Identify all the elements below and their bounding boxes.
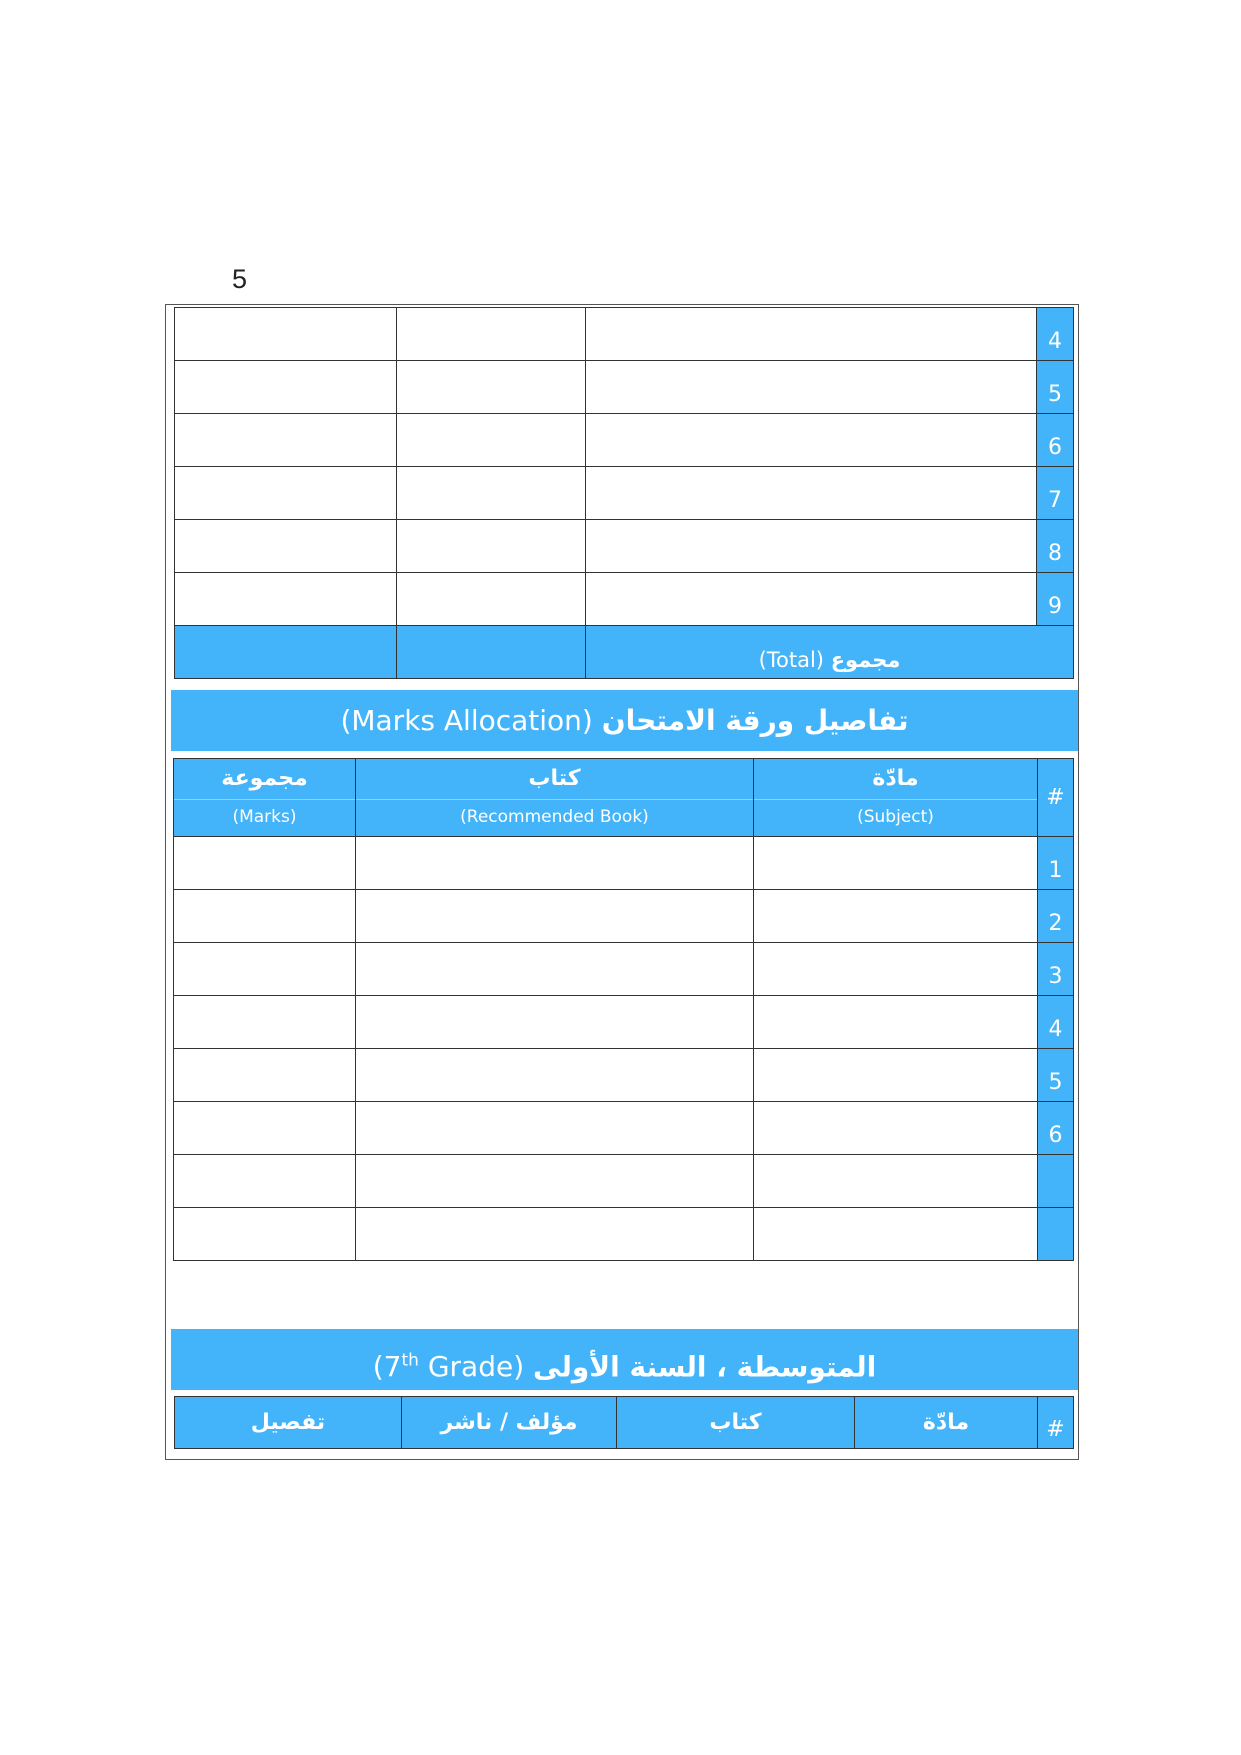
- cell-subject[interactable]: [754, 943, 1038, 996]
- grade-title-en: [373, 1350, 524, 1383]
- total-label-ar: مجموع: [830, 648, 901, 672]
- grade-header-author: مؤلف / ناشر: [402, 1397, 617, 1449]
- cell-author[interactable]: [397, 361, 586, 414]
- grade-title-ar: المتوسطة ، السنة الأولى: [533, 1350, 877, 1384]
- table-row: [174, 1049, 1074, 1102]
- marks-allocation-title-ar: تفاصيل ورقة الامتحان: [601, 704, 909, 737]
- cell-subject[interactable]: [754, 1049, 1038, 1102]
- cell-marks[interactable]: [174, 996, 356, 1049]
- table-row: [174, 943, 1074, 996]
- grade-title-en-suffix: Grade): [418, 1350, 525, 1384]
- row-number: 5: [1037, 361, 1074, 414]
- cell-book[interactable]: [356, 1049, 754, 1102]
- cell-subject[interactable]: [754, 1155, 1038, 1208]
- cell-book[interactable]: [356, 1155, 754, 1208]
- cell-subject[interactable]: [754, 890, 1038, 943]
- grade-table: [174, 1396, 1074, 1449]
- cell-author[interactable]: [397, 414, 586, 467]
- cell-subject[interactable]: [754, 1102, 1038, 1155]
- table-row: [175, 361, 1074, 414]
- cell-author[interactable]: [397, 573, 586, 626]
- row-number: 7: [1037, 467, 1074, 520]
- cell-detail[interactable]: [175, 308, 397, 361]
- marks-allocation-table-body: [174, 837, 1074, 1261]
- table-row: [174, 837, 1074, 890]
- row-number: 4: [1037, 308, 1074, 361]
- continuation-table: [174, 307, 1074, 679]
- cell-marks[interactable]: [174, 837, 356, 890]
- table-row: [175, 308, 1074, 361]
- header-subject-en: (Subject): [754, 799, 1037, 834]
- cell-subject[interactable]: [754, 996, 1038, 1049]
- row-number: 5: [1038, 1049, 1074, 1102]
- marks-header-row: [174, 759, 1074, 837]
- table-row: [174, 1102, 1074, 1155]
- table-row: [175, 467, 1074, 520]
- cell-book[interactable]: [356, 1102, 754, 1155]
- header-marks-en: (Marks): [174, 799, 355, 834]
- row-number: [1038, 1155, 1074, 1208]
- row-number: 8: [1037, 520, 1074, 573]
- total-row: [175, 626, 1074, 679]
- row-number: 1: [1038, 837, 1074, 890]
- cell-book[interactable]: [586, 520, 1037, 573]
- cell-subject[interactable]: [754, 837, 1038, 890]
- table-row: [174, 1208, 1074, 1261]
- grade-header-row: [175, 1397, 1074, 1449]
- header-book-ar: كتاب: [528, 766, 581, 791]
- table-row: [174, 996, 1074, 1049]
- row-number: 4: [1038, 996, 1074, 1049]
- header-marks-ar: مجموعة: [221, 766, 308, 791]
- cell-subject[interactable]: [754, 1208, 1038, 1261]
- row-number: 6: [1038, 1102, 1074, 1155]
- continuation-table-body: [175, 308, 1074, 626]
- table-row: [175, 573, 1074, 626]
- cell-author[interactable]: [397, 308, 586, 361]
- marks-allocation-banner: [171, 690, 1078, 751]
- cell-book[interactable]: [586, 308, 1037, 361]
- table-row: [175, 520, 1074, 573]
- header-marks: [174, 759, 356, 837]
- cell-book[interactable]: [356, 996, 754, 1049]
- cell-detail[interactable]: [175, 414, 397, 467]
- grade-header-number: #: [1038, 1397, 1074, 1449]
- row-number: [1038, 1208, 1074, 1261]
- cell-marks[interactable]: [174, 1102, 356, 1155]
- header-book: [356, 759, 754, 837]
- cell-marks[interactable]: [174, 943, 356, 996]
- header-book-en: (Recommended Book): [356, 799, 753, 834]
- table-row: [175, 414, 1074, 467]
- cell-book[interactable]: [356, 1208, 754, 1261]
- grade-title-en-prefix: (7: [372, 1350, 402, 1384]
- grade-header-detail: تفصيل: [175, 1397, 402, 1449]
- grade-banner: [171, 1329, 1078, 1390]
- cell-detail[interactable]: [175, 520, 397, 573]
- cell-detail[interactable]: [175, 467, 397, 520]
- cell-book[interactable]: [586, 467, 1037, 520]
- header-subject-ar: مادّة: [872, 766, 919, 791]
- cell-book[interactable]: [586, 361, 1037, 414]
- cell-book[interactable]: [356, 890, 754, 943]
- header-subject: [754, 759, 1038, 837]
- table-row: [174, 890, 1074, 943]
- cell-author[interactable]: [397, 520, 586, 573]
- header-number: #: [1038, 759, 1074, 837]
- page-number: 5: [232, 264, 248, 294]
- total-cell-detail: [175, 626, 397, 679]
- total-label: [586, 626, 1074, 679]
- cell-book[interactable]: [586, 414, 1037, 467]
- cell-marks[interactable]: [174, 1155, 356, 1208]
- cell-marks[interactable]: [174, 890, 356, 943]
- grade-title-en-sup: th: [401, 1351, 419, 1371]
- grade-header-subject: مادّة: [855, 1397, 1038, 1449]
- cell-marks[interactable]: [174, 1208, 356, 1261]
- row-number: 6: [1037, 414, 1074, 467]
- grade-header-book: كتاب: [617, 1397, 855, 1449]
- row-number: 9: [1037, 573, 1074, 626]
- row-number: 2: [1038, 890, 1074, 943]
- cell-book[interactable]: [586, 573, 1037, 626]
- cell-book[interactable]: [356, 837, 754, 890]
- total-cell-author: [397, 626, 586, 679]
- total-label-en: (Total): [758, 648, 824, 672]
- cell-book[interactable]: [356, 943, 754, 996]
- cell-detail[interactable]: [175, 573, 397, 626]
- cell-marks[interactable]: [174, 1049, 356, 1102]
- marks-allocation-table: [173, 758, 1074, 1261]
- cell-detail[interactable]: [175, 361, 397, 414]
- cell-author[interactable]: [397, 467, 586, 520]
- row-number: 3: [1038, 943, 1074, 996]
- table-row: [174, 1155, 1074, 1208]
- marks-allocation-title-en: (Marks Allocation): [340, 704, 593, 737]
